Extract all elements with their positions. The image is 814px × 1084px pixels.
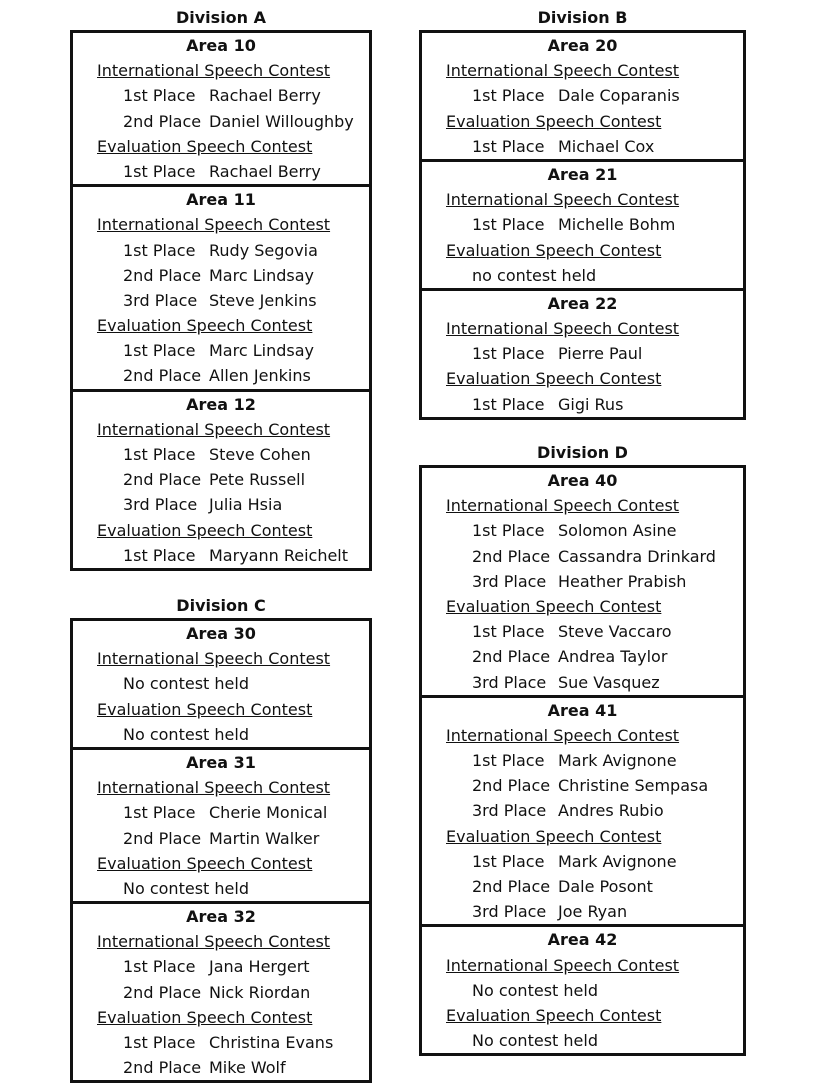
contest-heading: Evaluation Speech Contest bbox=[97, 316, 313, 336]
place-label: 1st Place bbox=[472, 344, 545, 364]
winner-row bbox=[422, 899, 743, 924]
area-title: Area 22 bbox=[547, 293, 618, 313]
winner-row bbox=[422, 134, 743, 159]
winner-row bbox=[73, 109, 369, 134]
place-label: 1st Place bbox=[472, 215, 545, 235]
winner-name: Dale Coparanis bbox=[558, 86, 680, 106]
winner-name: Steve Cohen bbox=[209, 445, 311, 464]
no-contest-note: No contest held bbox=[472, 980, 598, 1000]
division-title: Division D bbox=[537, 443, 628, 462]
contest-heading: International Speech Contest bbox=[97, 61, 331, 81]
place-label: 1st Place bbox=[472, 751, 545, 771]
winner-row bbox=[422, 544, 743, 569]
winner-row bbox=[73, 492, 369, 517]
place-label: 2nd Place bbox=[123, 982, 202, 1002]
contest-heading: Evaluation Speech Contest bbox=[446, 111, 662, 131]
division-box bbox=[70, 618, 372, 1083]
division-box bbox=[419, 465, 746, 1056]
division-box bbox=[70, 30, 372, 571]
winner-row bbox=[422, 83, 743, 108]
winner-row bbox=[422, 619, 743, 644]
winner-name: Sue Vasquez bbox=[558, 672, 660, 692]
winner-name: Martin Walker bbox=[209, 828, 320, 848]
no-contest-note: No contest held bbox=[123, 878, 249, 898]
place-label: 2nd Place bbox=[123, 1058, 202, 1078]
winner-name: Jana Hergert bbox=[209, 957, 310, 977]
area-title: Area 42 bbox=[547, 930, 618, 950]
winner-name: Steve Jenkins bbox=[209, 290, 317, 310]
place-label: 3rd Place bbox=[472, 801, 547, 821]
place-label: 1st Place bbox=[123, 1033, 196, 1052]
contest-heading: International Speech Contest bbox=[446, 725, 680, 745]
winner-row bbox=[422, 518, 743, 543]
area-title: Area 40 bbox=[547, 471, 618, 490]
division-b bbox=[419, 5, 746, 420]
place-label: 1st Place bbox=[472, 851, 545, 871]
winner-name: Mark Avignone bbox=[558, 751, 677, 771]
winner-name: Pete Russell bbox=[209, 470, 306, 490]
winner-name: Cherie Monical bbox=[209, 803, 328, 823]
winner-row bbox=[422, 798, 743, 823]
contest-heading: Evaluation Speech Contest bbox=[446, 1005, 662, 1025]
winner-row bbox=[422, 212, 743, 237]
place-label: 1st Place bbox=[123, 803, 196, 823]
area-title: Area 11 bbox=[186, 190, 256, 210]
place-label: 1st Place bbox=[472, 521, 545, 541]
winner-row bbox=[73, 826, 369, 851]
division-title: Division B bbox=[537, 8, 628, 27]
place-label: 1st Place bbox=[123, 545, 196, 565]
winner-row bbox=[73, 543, 369, 568]
area-title: Area 30 bbox=[186, 624, 256, 643]
contest-heading: Evaluation Speech Contest bbox=[446, 369, 662, 389]
contest-heading: International Speech Contest bbox=[446, 319, 680, 339]
no-contest-note: no contest held bbox=[472, 265, 597, 285]
division-title: Division A bbox=[175, 8, 267, 27]
place-label: 1st Place bbox=[472, 394, 545, 414]
contest-heading: Evaluation Speech Contest bbox=[97, 853, 313, 873]
winner-row bbox=[73, 954, 369, 979]
winner-name: Allen Jenkins bbox=[209, 366, 311, 386]
winner-name: Christine Sempasa bbox=[558, 776, 709, 796]
winner-row bbox=[73, 263, 369, 288]
no-contest-note: No contest held bbox=[472, 1031, 598, 1051]
area-block bbox=[73, 33, 369, 184]
contest-heading: Evaluation Speech Contest bbox=[446, 596, 662, 616]
area-block bbox=[73, 901, 369, 1080]
place-label: 3rd Place bbox=[472, 902, 547, 922]
winner-row bbox=[73, 980, 369, 1005]
area-block bbox=[422, 924, 743, 1053]
no-contest-note: No contest held bbox=[123, 674, 249, 694]
area-block bbox=[422, 33, 743, 159]
contest-heading: International Speech Contest bbox=[446, 61, 680, 81]
place-label: 1st Place bbox=[472, 86, 545, 106]
place-label: 1st Place bbox=[123, 957, 196, 977]
place-label: 1st Place bbox=[123, 86, 196, 106]
winner-row bbox=[73, 288, 369, 313]
winner-name: Marc Lindsay bbox=[209, 265, 314, 285]
winner-name: Christina Evans bbox=[209, 1033, 334, 1052]
winner-row bbox=[422, 341, 743, 366]
winner-row bbox=[73, 800, 369, 825]
place-label: 1st Place bbox=[123, 161, 196, 181]
winner-row bbox=[73, 159, 369, 184]
area-title: Area 32 bbox=[186, 907, 256, 927]
place-label: 1st Place bbox=[472, 136, 545, 156]
place-label: 3rd Place bbox=[472, 571, 547, 591]
contest-heading: Evaluation Speech Contest bbox=[97, 136, 313, 156]
area-block bbox=[73, 184, 369, 389]
area-block bbox=[422, 159, 743, 288]
winner-name: Michelle Bohm bbox=[558, 215, 676, 235]
place-label: 2nd Place bbox=[123, 470, 202, 490]
place-label: 2nd Place bbox=[472, 877, 551, 896]
winner-name: Solomon Asine bbox=[558, 521, 677, 541]
contest-heading: International Speech Contest bbox=[97, 419, 331, 439]
winner-name: Gigi Rus bbox=[558, 394, 624, 414]
area-block bbox=[422, 468, 743, 695]
winner-name: Daniel Willoughby bbox=[209, 111, 354, 131]
winner-row bbox=[73, 238, 369, 263]
place-label: 3rd Place bbox=[472, 672, 547, 692]
winner-name: Julia Hsia bbox=[209, 495, 283, 515]
contest-heading: International Speech Contest bbox=[97, 215, 331, 235]
contest-heading: Evaluation Speech Contest bbox=[97, 1007, 313, 1027]
division-box bbox=[419, 30, 746, 420]
division-c bbox=[70, 593, 372, 1083]
contest-heading: Evaluation Speech Contest bbox=[97, 699, 313, 719]
winner-row bbox=[73, 442, 369, 467]
place-label: 3rd Place bbox=[123, 495, 198, 515]
place-label: 2nd Place bbox=[123, 265, 202, 285]
winner-name: Maryann Reichelt bbox=[209, 545, 349, 565]
area-block bbox=[73, 389, 369, 568]
winner-name: Nick Riordan bbox=[209, 982, 311, 1002]
winner-row bbox=[422, 392, 743, 417]
winner-row bbox=[422, 773, 743, 798]
winner-name: Michael Cox bbox=[558, 136, 655, 156]
area-title: Area 12 bbox=[186, 394, 256, 414]
contest-heading: Evaluation Speech Contest bbox=[97, 520, 313, 540]
place-label: 2nd Place bbox=[472, 546, 551, 566]
place-label: 1st Place bbox=[123, 240, 196, 260]
winner-row bbox=[422, 670, 743, 695]
winner-name: Rachael Berry bbox=[209, 161, 321, 181]
area-block bbox=[73, 621, 369, 747]
winner-row bbox=[422, 569, 743, 594]
place-label: 1st Place bbox=[123, 445, 196, 464]
winner-row bbox=[73, 338, 369, 363]
place-label: 2nd Place bbox=[472, 776, 551, 796]
winner-name: Steve Vaccaro bbox=[558, 622, 672, 642]
contest-heading: International Speech Contest bbox=[446, 496, 680, 516]
area-title: Area 20 bbox=[547, 36, 618, 55]
winner-name: Dale Posont bbox=[558, 877, 653, 896]
area-block bbox=[422, 695, 743, 925]
place-label: 1st Place bbox=[123, 341, 196, 361]
winner-row bbox=[422, 849, 743, 874]
area-title: Area 31 bbox=[186, 752, 256, 772]
division-title: Division C bbox=[176, 596, 266, 615]
contest-heading: Evaluation Speech Contest bbox=[446, 240, 662, 260]
contest-heading: International Speech Contest bbox=[446, 190, 680, 210]
place-label: 3rd Place bbox=[123, 290, 198, 310]
winner-row bbox=[422, 644, 743, 669]
winner-name: Rachael Berry bbox=[209, 86, 321, 106]
place-label: 2nd Place bbox=[123, 366, 202, 386]
area-title: Area 21 bbox=[547, 164, 618, 184]
no-contest-note: No contest held bbox=[123, 724, 249, 744]
winner-row bbox=[422, 748, 743, 773]
contest-heading: International Speech Contest bbox=[97, 649, 331, 669]
winner-row bbox=[73, 363, 369, 388]
area-block bbox=[73, 747, 369, 901]
contest-heading: Evaluation Speech Contest bbox=[446, 826, 662, 846]
winner-name: Heather Prabish bbox=[558, 571, 687, 591]
winner-name: Joe Ryan bbox=[558, 902, 628, 922]
winner-name: Mark Avignone bbox=[558, 851, 677, 871]
winner-name: Cassandra Drinkard bbox=[558, 546, 716, 566]
winner-name: Marc Lindsay bbox=[209, 341, 314, 361]
division-d bbox=[419, 440, 746, 1056]
place-label: 2nd Place bbox=[123, 828, 202, 848]
area-block bbox=[422, 288, 743, 417]
winner-row bbox=[73, 83, 369, 108]
winner-name: Mike Wolf bbox=[209, 1058, 286, 1078]
winner-name: Pierre Paul bbox=[558, 344, 643, 364]
area-title: Area 41 bbox=[547, 700, 618, 720]
winner-row bbox=[422, 874, 743, 899]
place-label: 2nd Place bbox=[472, 647, 551, 667]
contest-heading: International Speech Contest bbox=[97, 778, 331, 798]
winner-name: Andrea Taylor bbox=[558, 647, 668, 667]
place-label: 1st Place bbox=[472, 622, 545, 642]
winner-name: Rudy Segovia bbox=[209, 240, 318, 260]
winner-row bbox=[73, 1030, 369, 1055]
winner-name: Andres Rubio bbox=[558, 801, 664, 821]
area-title: Area 10 bbox=[186, 36, 256, 55]
place-label: 2nd Place bbox=[123, 111, 202, 131]
contest-heading: International Speech Contest bbox=[97, 932, 331, 952]
winner-row bbox=[73, 1055, 369, 1080]
winner-row bbox=[73, 467, 369, 492]
division-a bbox=[70, 5, 372, 571]
contest-heading: International Speech Contest bbox=[446, 955, 680, 975]
